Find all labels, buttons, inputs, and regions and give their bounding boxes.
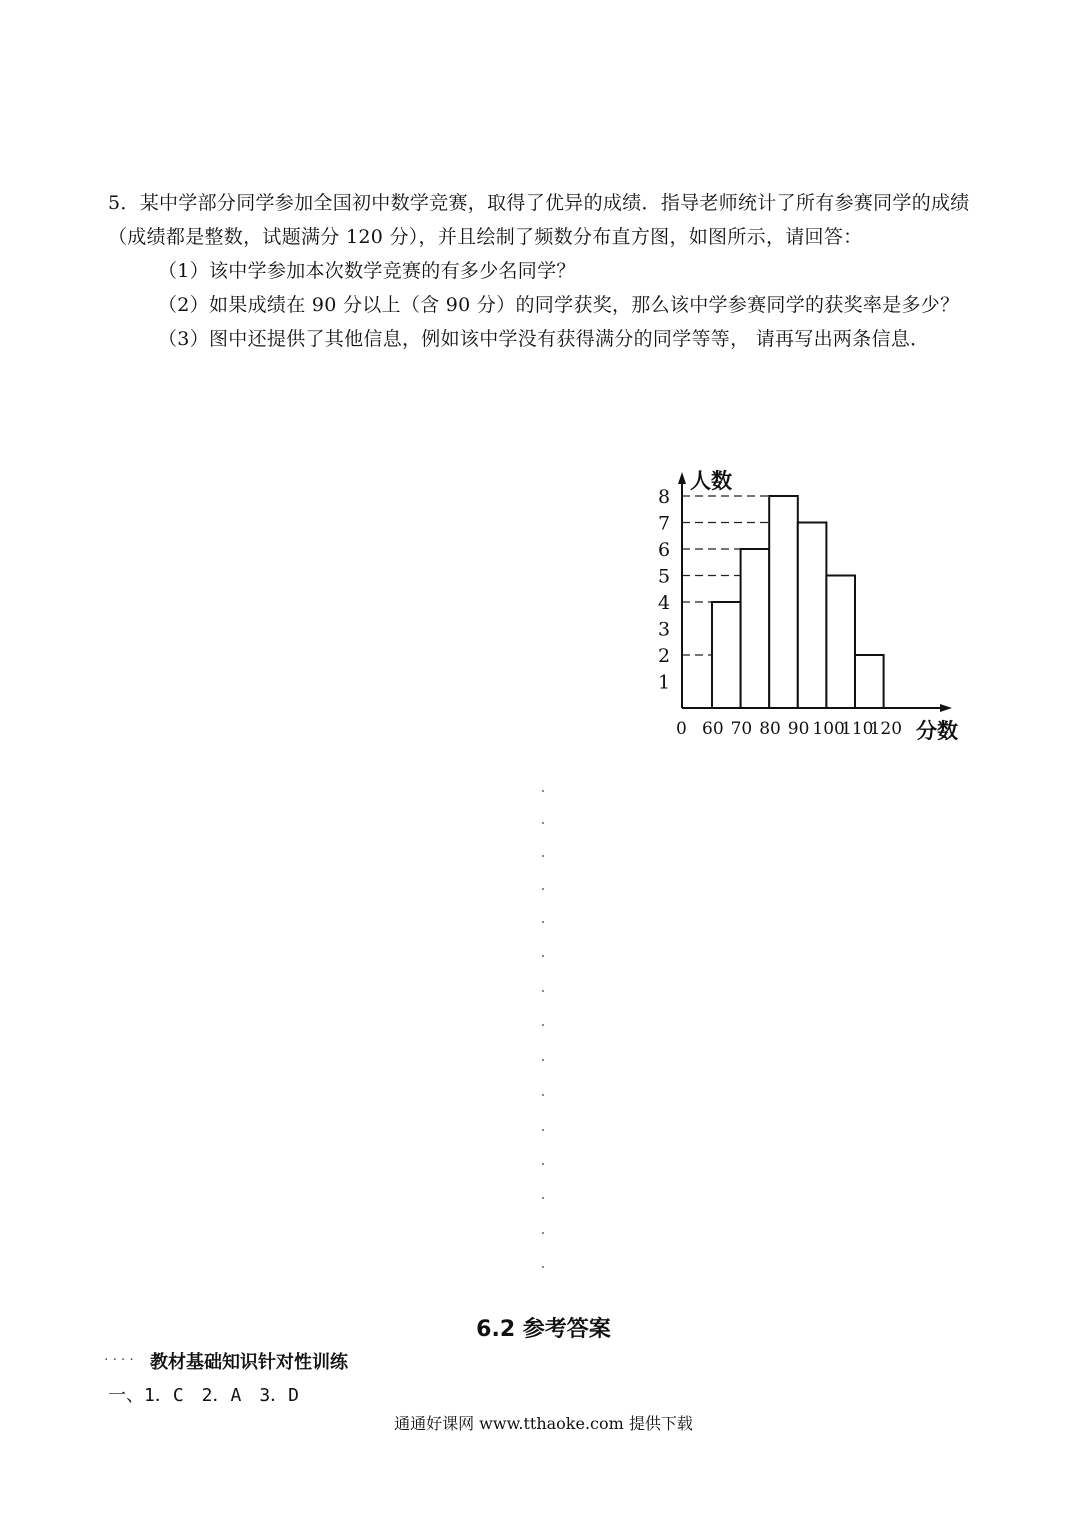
fold-mark — [542, 990, 544, 992]
bar-100-110 — [826, 576, 855, 709]
bar-80-90 — [769, 496, 798, 708]
y-tick-label: 4 — [658, 592, 671, 614]
question-part-2: （2）如果成绩在 90 分以上（含 90 分）的同学获奖，那么该中学参赛同学的获奖率是多少？ — [158, 294, 960, 316]
x-tick-label: 60 — [702, 719, 724, 739]
y-axis-title: 人数 — [690, 469, 732, 493]
fold-mark — [542, 955, 544, 957]
fold-mark — [542, 1024, 544, 1026]
y-axis-arrow — [678, 472, 686, 484]
y-tick-label: 7 — [658, 512, 671, 535]
fold-mark — [542, 1266, 544, 1268]
x-tick-label: 90 — [787, 719, 810, 739]
fold-mark — [542, 790, 544, 792]
leader-dots: .... — [104, 1348, 138, 1364]
bar-90-100 — [798, 523, 827, 709]
y-tick-label: 6 — [658, 539, 671, 561]
question-stem: 5．某中学部分同学参加全国初中数学竞赛，取得了优异的成绩．指导老师统计了所有参赛同学的成绩（成绩都是整数，试题满分 120 分），并且绘制了频数分布直方图，如图所示，请回答： — [108, 192, 970, 248]
answers-title: 6.2 参考答案 — [476, 1317, 611, 1342]
fold-mark — [542, 855, 544, 857]
fold-mark — [542, 888, 544, 890]
fold-mark — [542, 921, 544, 923]
question-5 — [108, 186, 980, 356]
x-axis-arrow — [940, 704, 952, 712]
question-part-1: （1）该中学参加本次数学竞赛的有多少名同学？ — [158, 260, 576, 282]
x-tick-label: 70 — [730, 719, 753, 739]
fold-mark — [542, 822, 544, 824]
fold-mark — [542, 1197, 544, 1199]
answers-line-1: 一、1．C 2．A 3．D — [108, 1385, 300, 1406]
y-tick-label: 3 — [658, 618, 671, 641]
x-tick-label: 80 — [759, 719, 781, 739]
histogram-chart — [640, 462, 980, 752]
fold-mark — [542, 1059, 544, 1061]
x-tick-label: 100 — [812, 719, 845, 739]
fold-mark — [542, 1094, 544, 1096]
fold-mark — [542, 1232, 544, 1234]
x-tick-label: 110 — [841, 719, 874, 739]
x-tick-label: 120 — [869, 719, 903, 739]
x-axis-title: 分数 — [916, 719, 958, 743]
page-footer: 通通好课网 www.tthaoke.com 提供下载 — [394, 1414, 693, 1433]
y-tick-label: 5 — [658, 565, 671, 588]
y-tick-label: 8 — [658, 486, 671, 508]
y-tick-label: 1 — [658, 671, 671, 694]
answers-subtitle: 教材基础知识针对性训练 — [150, 1352, 348, 1373]
question-part-3: （3）图中还提供了其他信息，例如该中学没有获得满分的同学等等， 请再写出两条信息． — [158, 328, 930, 350]
y-tick-label: 2 — [658, 645, 671, 667]
x-tick-label: 0 — [676, 719, 687, 739]
fold-mark — [542, 1129, 544, 1131]
bar-110-120 — [855, 655, 884, 708]
bar-60-70 — [712, 602, 741, 708]
fold-mark — [542, 1163, 544, 1165]
bar-70-80 — [741, 549, 770, 708]
